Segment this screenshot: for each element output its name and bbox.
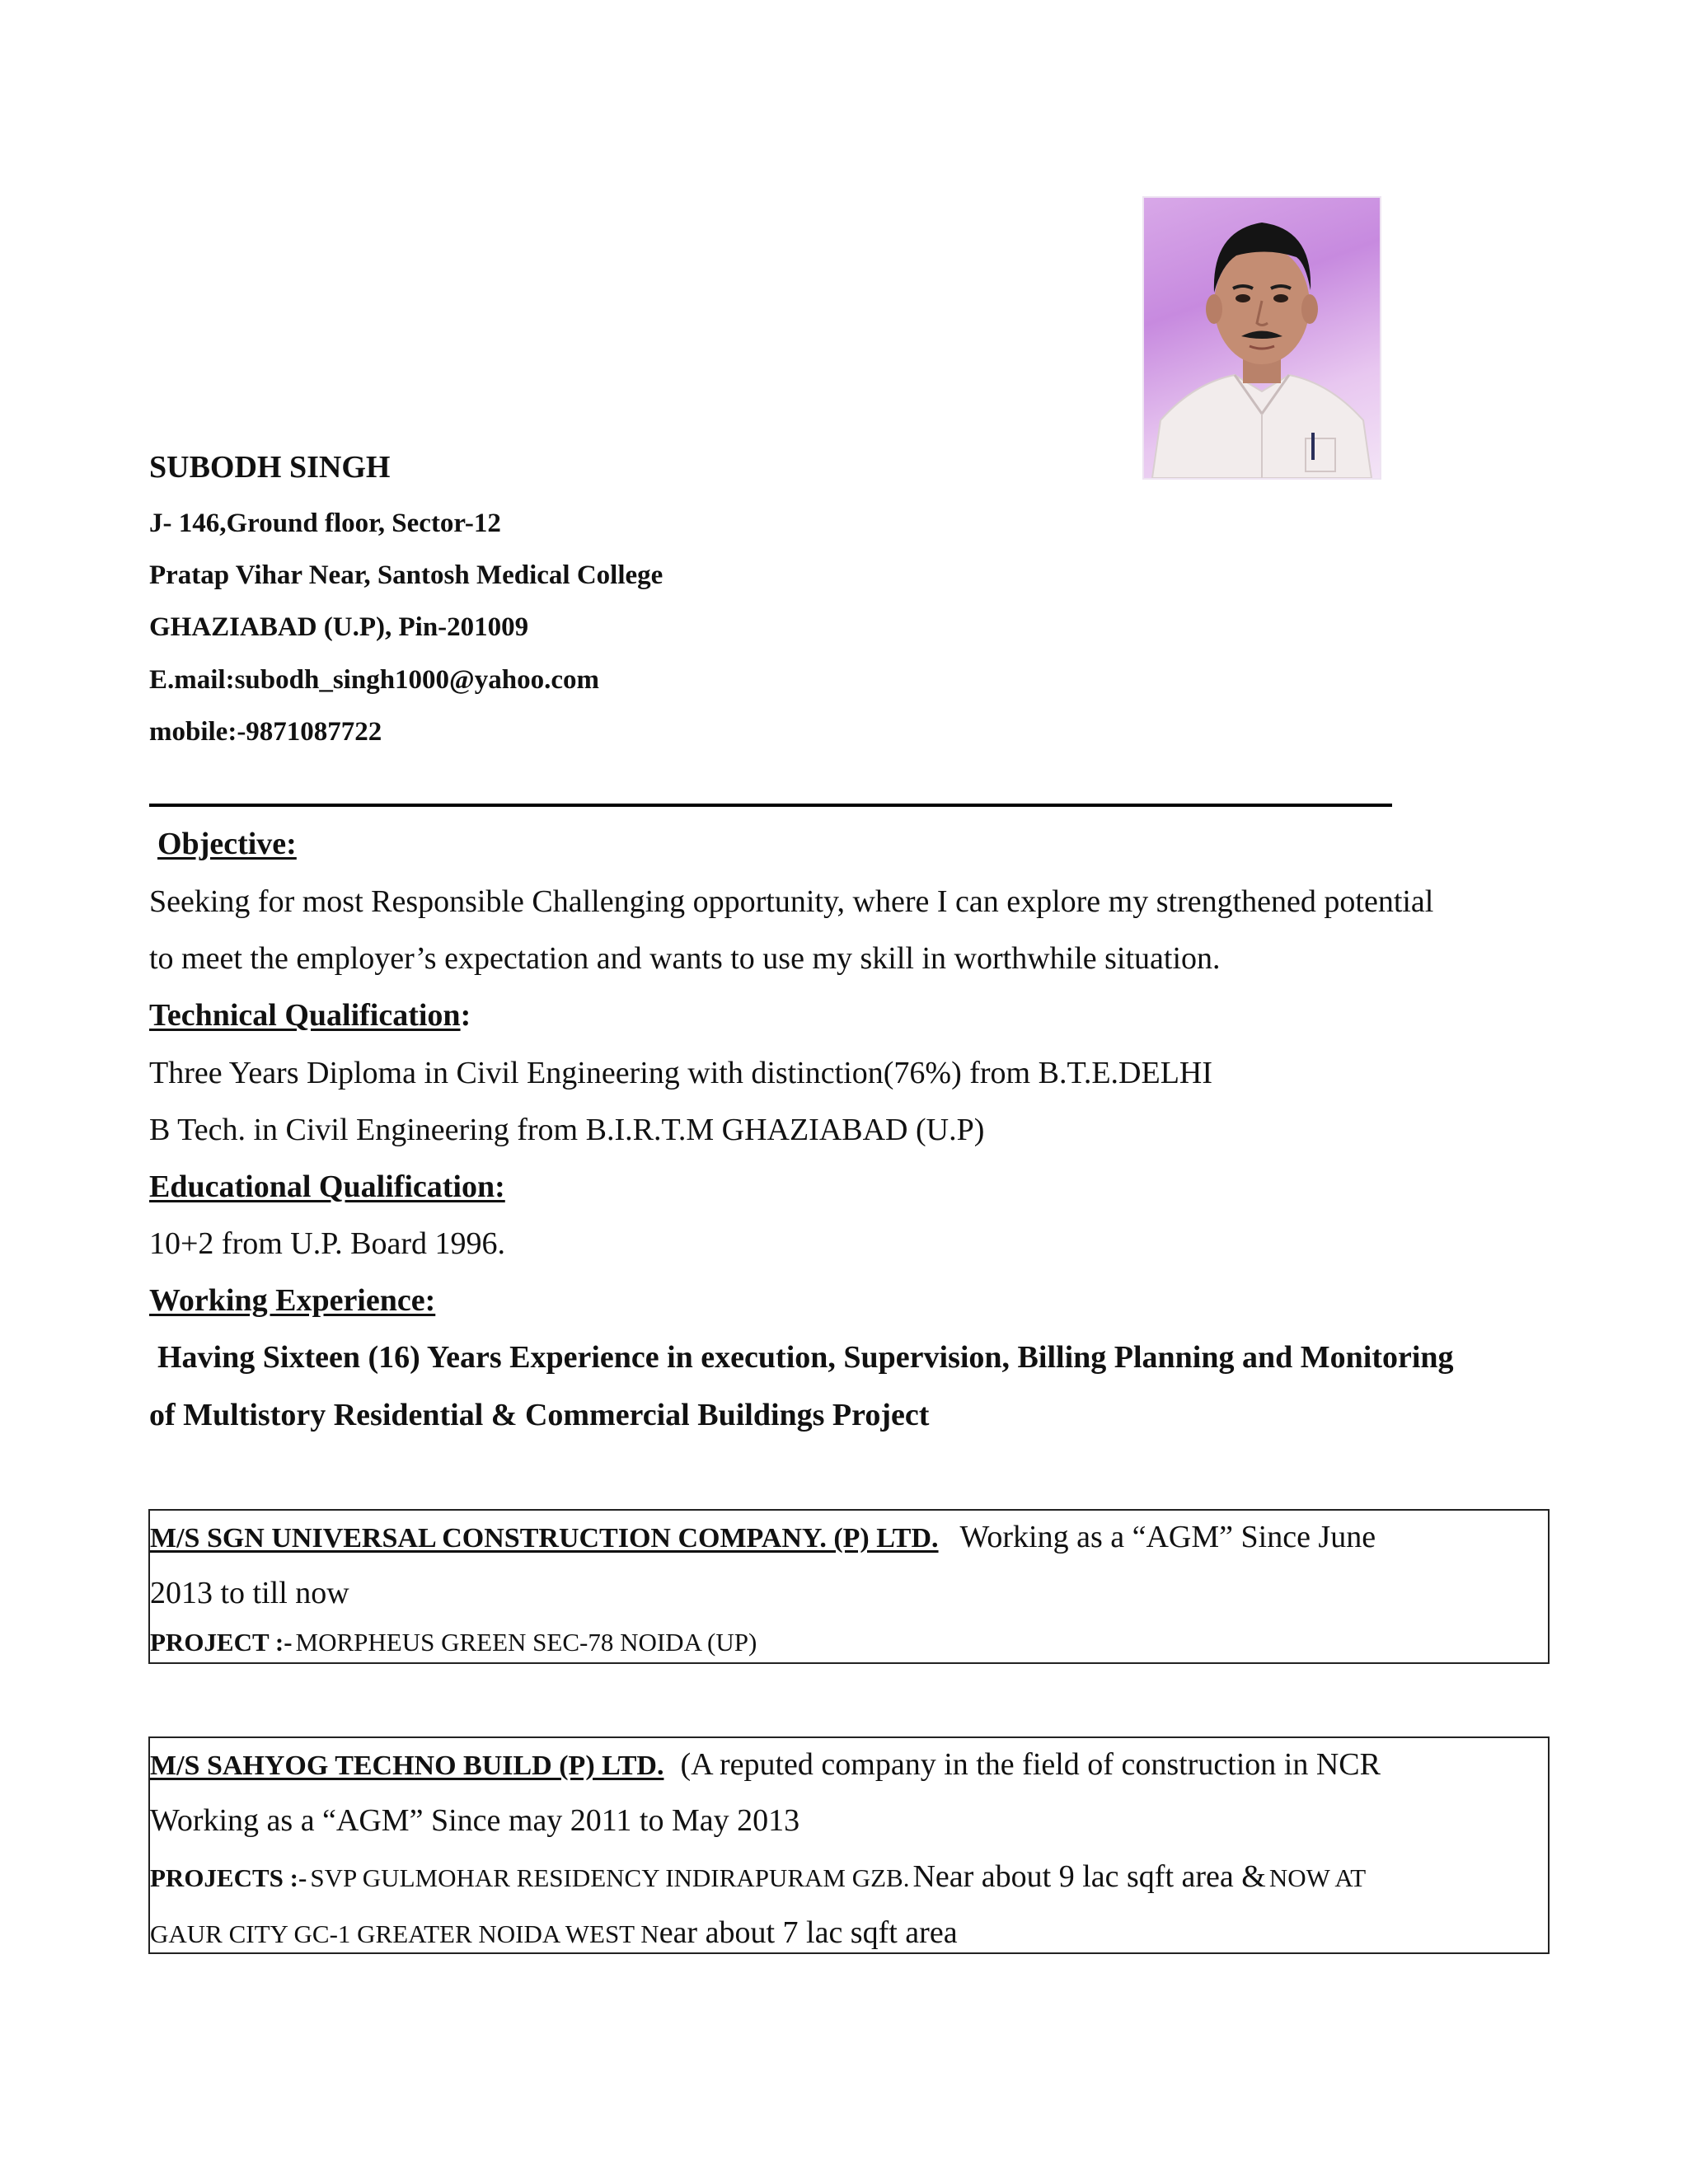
technical-heading: Technical Qualification [149, 998, 461, 1033]
educational-line-1: 10+2 from U.P. Board 1996. [149, 1226, 506, 1261]
job-2-project-2b: GAUR CITY GC-1 GREATER NOIDA WEST N [150, 1919, 659, 1948]
experience-line-1: Having Sixteen (16) Years Experience in execution, Supervision, Billing Planning and Monitoring [157, 1340, 1454, 1375]
job-2-area-2: ear about 7 lac sqft area [659, 1915, 958, 1950]
educational-heading: Educational Qualification: [149, 1169, 505, 1204]
person-portrait-icon [1144, 198, 1380, 478]
job-2-area-1: Near about 9 lac sqft area & [912, 1859, 1266, 1894]
address-line-3: GHAZIABAD (U.P), Pin-201009 [149, 612, 529, 642]
candidate-name: SUBODH SINGH [149, 450, 391, 485]
job-entry-1 [148, 1509, 1550, 1664]
job-1-company: M/S SGN UNIVERSAL CONSTRUCTION COMPANY. (P) LTD. [150, 1523, 939, 1554]
job-2-project-1: SVP GULMOHAR RESIDENCY INDIRAPURAM GZB. [310, 1863, 910, 1892]
job-2-project-row-2 [150, 1915, 958, 1951]
job-1-project-label: PROJECT :- [150, 1628, 293, 1657]
job-2-company: M/S SAHYOG TECHNO BUILD (P) LTD. [150, 1750, 664, 1781]
technical-line-1: Three Years Diploma in Civil Engineering with distinction(76%) from B.T.E.DELHI [149, 1056, 1213, 1090]
job-1-period: 2013 to till now [150, 1576, 349, 1610]
profile-photo [1144, 198, 1380, 478]
job-1-project: MORPHEUS GREEN SEC-78 NOIDA (UP) [295, 1628, 757, 1657]
job-2-role: Working as a “AGM” Since may 2011 to May 2013 [150, 1803, 800, 1838]
experience-line-2: of Multistory Residential & Commercial Buildings Project [149, 1398, 930, 1432]
job-2-project-row-1 [150, 1858, 1366, 1895]
address-line-2: Pratap Vihar Near, Santosh Medical College [149, 560, 663, 590]
job-2-project-label: PROJECTS :- [150, 1863, 307, 1892]
technical-line-2: B Tech. in Civil Engineering from B.I.R.T.M GHAZIABAD (U.P) [149, 1113, 985, 1147]
job-2-project-2a: NOW AT [1268, 1863, 1367, 1892]
header-divider [149, 804, 1392, 807]
technical-heading-colon: : [460, 998, 471, 1033]
email-line: E.mail:subodh_singh1000@yahoo.com [149, 665, 599, 695]
experience-heading: Working Experience: [149, 1283, 436, 1318]
mobile-line: mobile:-9871087722 [149, 717, 382, 747]
job-1-project-row [150, 1628, 757, 1657]
job-2-title-row [150, 1746, 1381, 1783]
job-1-role: Working as a “AGM” Since June [959, 1520, 1376, 1554]
job-entry-2 [148, 1736, 1550, 1954]
objective-line-1: Seeking for most Responsible Challenging opportunity, where I can explore my strengthened potential [149, 884, 1434, 919]
objective-line-2: to meet the employer’s expectation and wants to use my skill in worthwhile situation. [149, 941, 1221, 976]
objective-heading: Objective: [157, 827, 297, 861]
address-line-1: J- 146,Ground floor, Sector-12 [149, 509, 501, 538]
job-2-desc: (A reputed company in the field of construction in NCR [680, 1747, 1381, 1782]
job-1-title-row [150, 1519, 1376, 1555]
technical-heading-row [149, 997, 471, 1033]
